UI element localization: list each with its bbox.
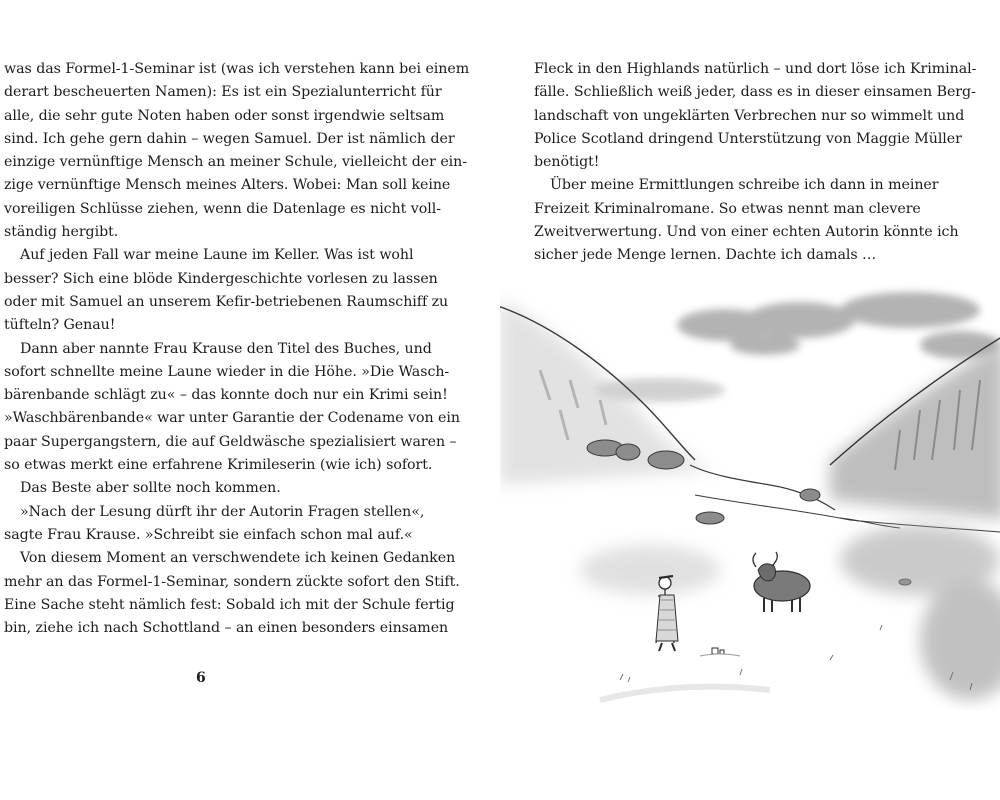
text-line: mehr an das Formel-1-Seminar, sondern zückte sofort den Stift. — [4, 573, 460, 590]
text-line: einzige vernünftige Mensch an meiner Schule, vielleicht der ein- — [4, 154, 467, 171]
highland-illustration — [500, 270, 1000, 710]
grass-marks — [600, 625, 972, 700]
text-line: bin, ziehe ich nach Schottland – an einen besonders einsamen — [4, 620, 449, 637]
text-line: was das Formel-1-Seminar ist (was ich verstehen kann bei einem — [4, 61, 470, 77]
text-line: Dann aber nannte Frau Krause den Titel des Buches, und — [20, 340, 432, 357]
ground-wash — [580, 525, 1000, 700]
text-line: besser? Sich eine blöde Kindergeschichte vorlesen zu lassen — [4, 270, 438, 287]
left-page-text — [4, 58, 469, 640]
right-page — [500, 0, 1000, 800]
text-line: Fleck in den Highlands natürlich – und dort löse ich Kriminal- — [534, 61, 977, 77]
text-line: landschaft von ungeklärten Verbrechen nur so wimmelt und — [534, 107, 965, 124]
text-line: sagte Frau Krause. »Schreibt sie einfach schon mal auf.« — [4, 526, 413, 543]
text-line: bärenbande schlägt zu« – das konnte doch nur ein Krimi sein! — [4, 387, 448, 404]
text-line: fälle. Schließlich weiß jeder, dass es in dieser einsamen Berg- — [534, 84, 976, 101]
right-page-text — [534, 58, 976, 268]
highland-cow — [753, 552, 810, 612]
text-line: »Nach der Lesung dürft ihr der Autorin Fragen stellen«, — [20, 503, 425, 520]
text-line: sind. Ich gehe gern dahin – wegen Samuel. Der ist nämlich der — [4, 130, 455, 147]
text-line: ständig hergibt. — [4, 224, 119, 241]
right-mountain — [830, 335, 1000, 520]
text-line: »Waschbärenbande« war unter Garantie der Codename von ein — [4, 410, 460, 427]
text-line: Das Beste aber sollte noch kommen. — [20, 480, 281, 497]
text-line: Auf jeden Fall war meine Laune im Keller. Was ist wohl — [20, 247, 414, 264]
text-line: benötigt! — [534, 154, 600, 171]
text-line: voreiligen Schlüsse ziehen, wenn die Datenlage es nicht voll- — [4, 200, 441, 217]
text-line: Von diesem Moment an verschwendete ich keinen Gedanken — [20, 550, 456, 567]
page-number: 6 — [196, 670, 206, 686]
text-line: Über meine Ermittlungen schreibe ich dann in meiner — [550, 177, 939, 194]
text-line: oder mit Samuel an unserem Kefir-betriebenen Raumschiff zu — [4, 293, 449, 310]
text-line: so etwas merkt eine erfahrene Krimileserin (wie ich) sofort. — [4, 457, 433, 474]
text-line: zige vernünftige Mensch meines Alters. Wobei: Man soll keine — [4, 177, 451, 194]
text-line: Freizeit Kriminalromane. So etwas nennt man clevere — [534, 200, 921, 217]
text-line: paar Supergangstern, die auf Geldwäsche spezialisiert waren – — [4, 433, 457, 450]
text-line: derart bescheuerten Namen): Es ist ein Spezialunterricht für — [4, 84, 442, 101]
ground-objects — [700, 648, 740, 656]
text-line: sofort schnellte meine Laune wieder in die Höhe. »Die Wasch- — [4, 363, 450, 380]
text-line: alle, die sehr gute Noten haben oder sonst irgendwie seltsam — [4, 107, 445, 124]
text-line: Zweitverwertung. Und von einer echten Autorin könnte ich — [534, 224, 959, 241]
text-line: Police Scotland dringend Unterstützung von Maggie Müller — [534, 130, 962, 147]
text-line: tüfteln? Genau! — [4, 317, 116, 334]
text-line: Eine Sache steht nämlich fest: Sobald ich mit der Schule fertig — [4, 596, 455, 613]
text-line: sicher jede Menge lernen. Dachte ich damals … — [534, 247, 877, 264]
